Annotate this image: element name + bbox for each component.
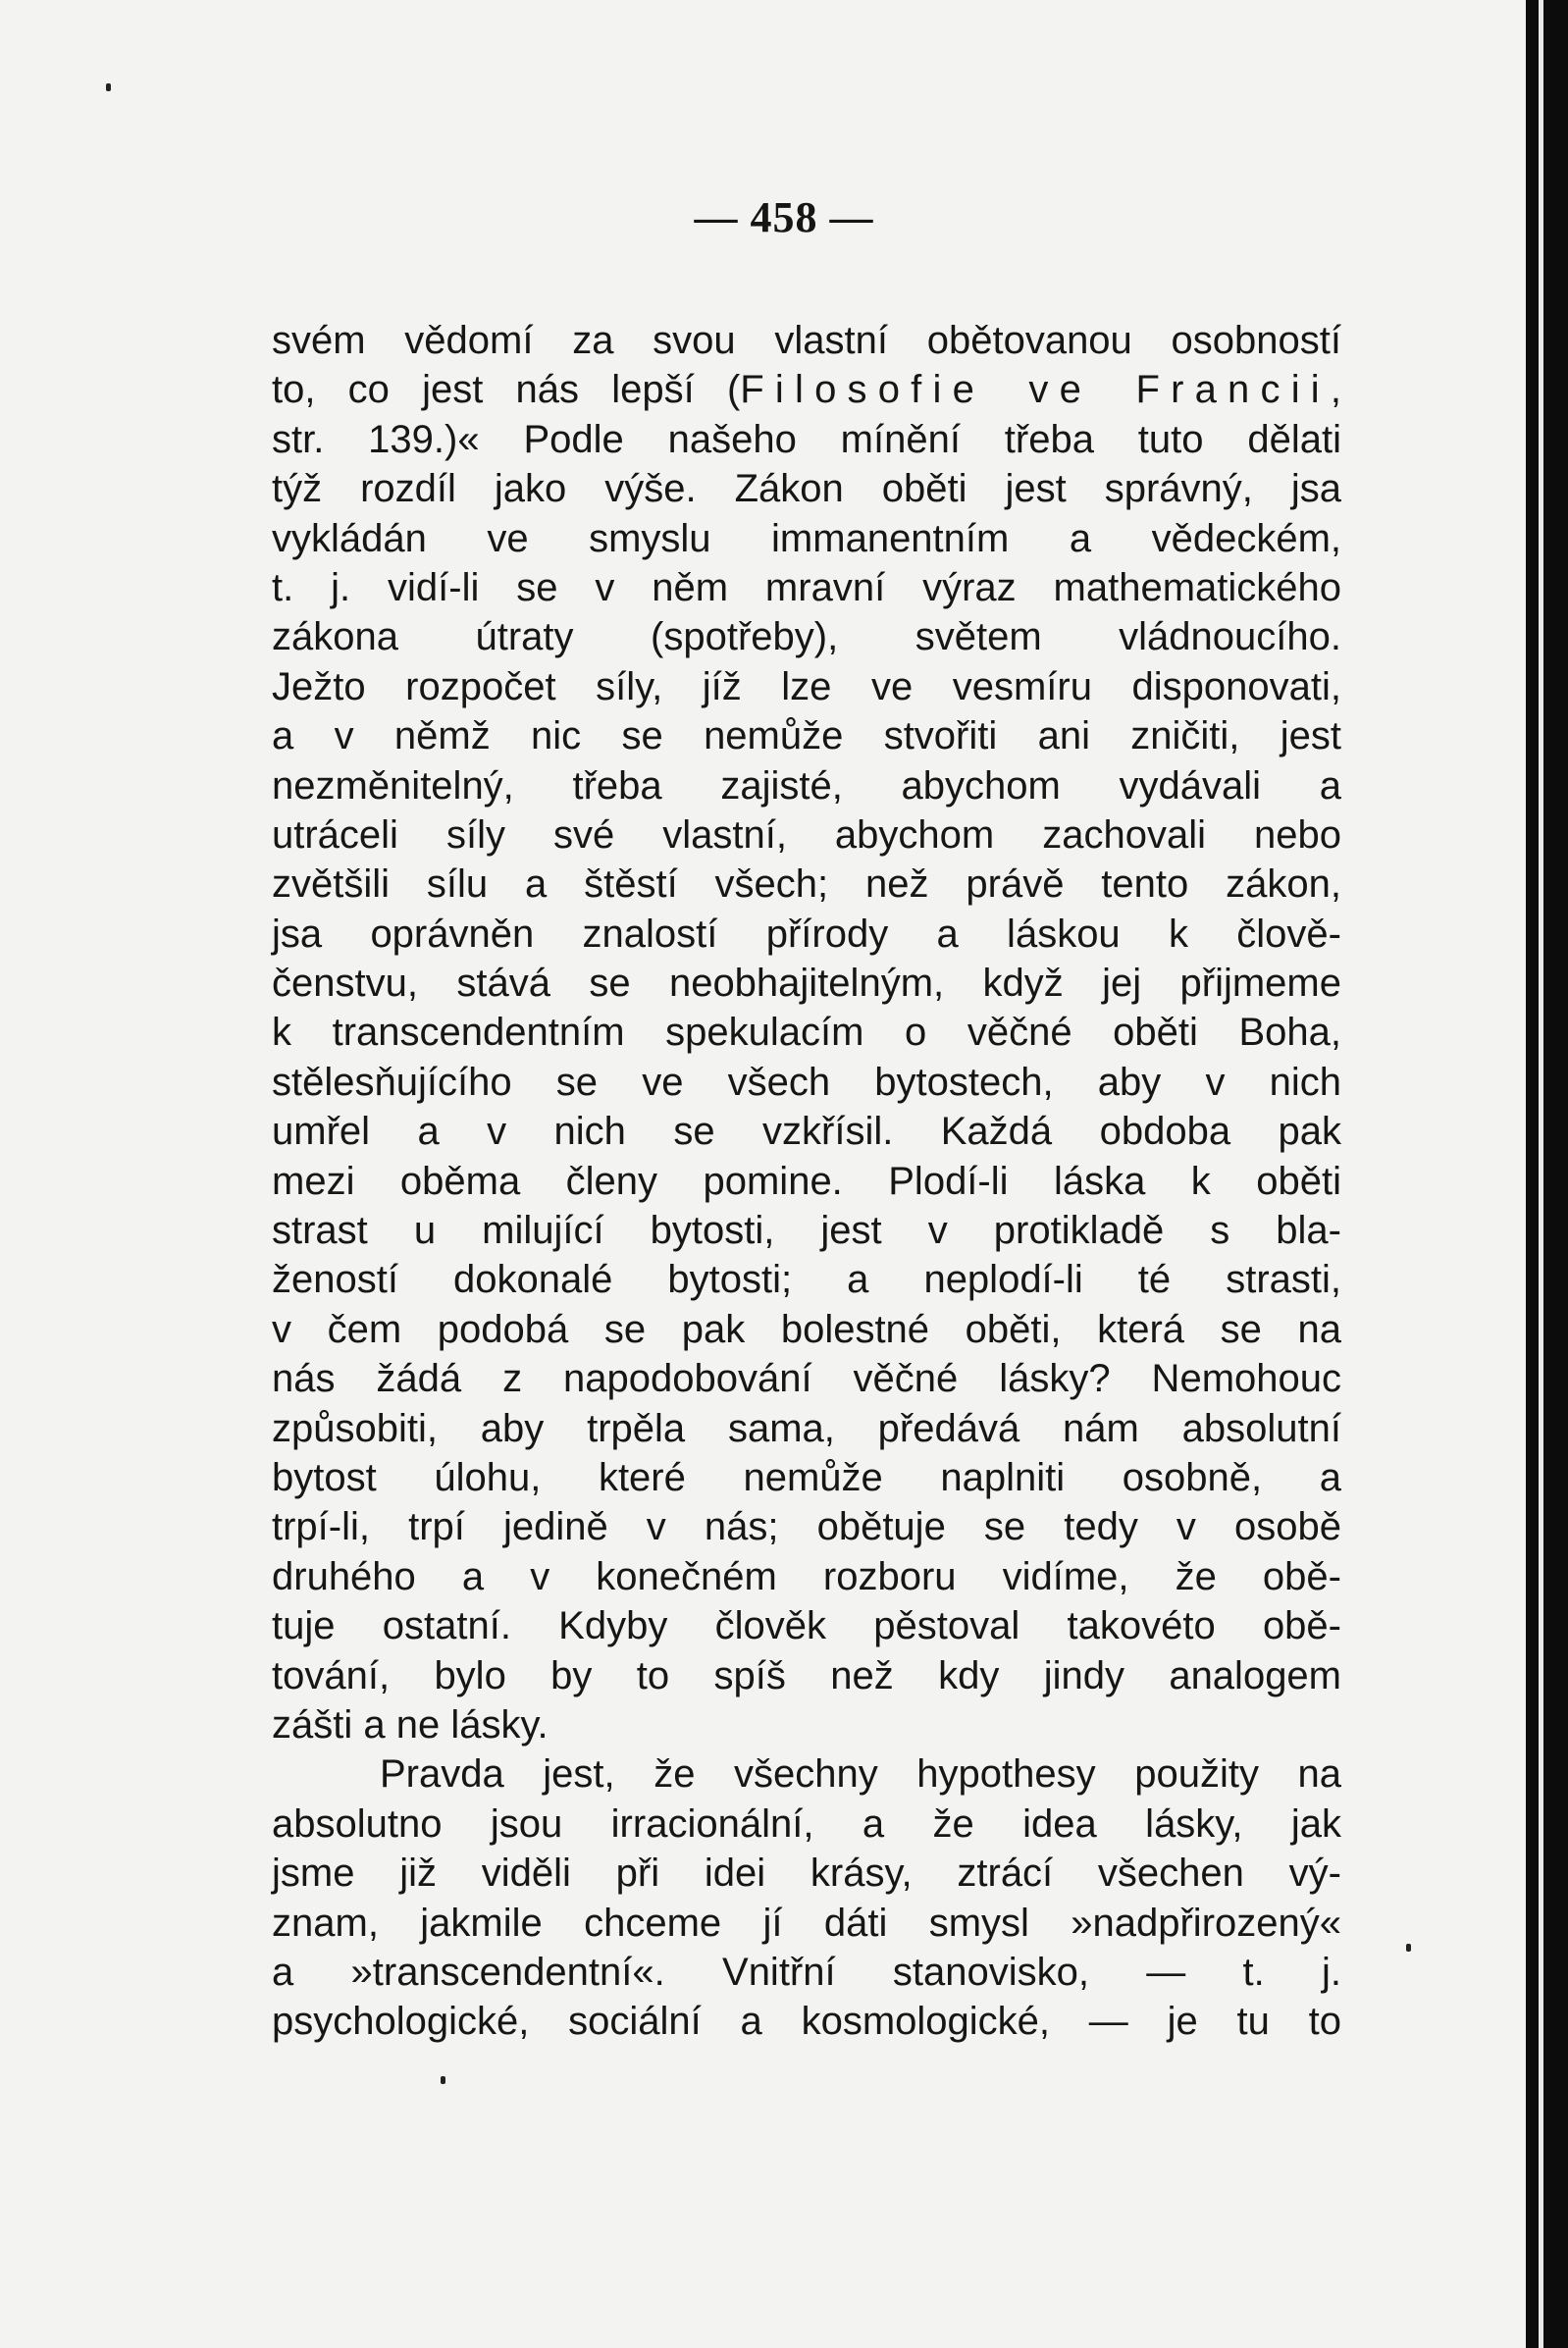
text-line: jsa oprávněn znalostí přírody a láskou k člově-	[272, 912, 1341, 956]
text-line: zákona útraty (spotřeby), světem vládnoucího.	[272, 615, 1341, 659]
text-line: bytost úlohu, které nemůže naplniti osobně, a	[272, 1455, 1341, 1499]
text-line: Ježto rozpočet síly, jíž lze ve vesmíru disponovati,	[272, 664, 1341, 708]
scan-edge	[1526, 0, 1568, 2348]
text-line: mezi oběma členy pomine. Plodí-li láska k oběti	[272, 1159, 1341, 1203]
text-line: psychologické, sociální a kosmologické, — je tu to	[272, 2000, 1341, 2044]
text-line: utráceli síly své vlastní, abychom zachovali nebo	[272, 812, 1341, 857]
text-line: vykládán ve smyslu immanentním a vědeckém,	[272, 516, 1341, 560]
page-number: — 458 —	[694, 193, 874, 241]
text-line: svém vědomí za svou vlastní obětovanou osobností	[272, 319, 1341, 362]
book-title: Filosofie ve Francii	[740, 368, 1331, 412]
text-segment: to, co jest nás lepší (	[272, 368, 741, 412]
text-line	[272, 365, 1341, 414]
ink-speck	[441, 2076, 445, 2084]
text-line: nás žádá z napodobování věčné lásky? Nemohouc	[272, 1357, 1341, 1401]
text-line: v čem podobá se pak bolestné oběti, která se na	[272, 1307, 1341, 1351]
text-line: str. 139.)« Podle našeho mínění třeba tuto dělati	[272, 417, 1341, 461]
text-line: nezměnitelný, třeba zajisté, abychom vydávali a	[272, 763, 1341, 808]
text-line: týž rozdíl jako výše. Zákon oběti jest správný, jsa	[272, 467, 1341, 511]
text-line: k transcendentním spekulacím o věčné oběti Boha,	[272, 1011, 1341, 1055]
text-line: znam, jakmile chceme jí dáti smysl »nadpřirozený«	[272, 1901, 1341, 1945]
text-line: způsobiti, aby trpěla sama, předává nám absolutní	[272, 1406, 1341, 1450]
text-line: strast u milující bytosti, jest v protikladě s bla-	[272, 1209, 1341, 1253]
text-line: a v němž nic se nemůže stvořiti ani zničiti, jest	[272, 714, 1341, 758]
text-line: žeností dokonalé bytosti; a neplodí-li té strasti,	[272, 1258, 1341, 1302]
text-line: jsme již viděli při idei krásy, ztrácí všechen vý-	[272, 1852, 1341, 1896]
text-line: druhého a v konečném rozboru vidíme, že obě-	[272, 1554, 1341, 1598]
text-segment: ,	[1330, 368, 1341, 412]
text-line: absolutno jsou irracionální, a že idea lásky, jak	[272, 1801, 1341, 1846]
text-line: stělesňujícího se ve všech bytostech, aby v nich	[272, 1060, 1341, 1104]
text-line: trpí-li, trpí jedině v nás; obětuje se tedy v osobě	[272, 1505, 1341, 1549]
ink-speck	[106, 83, 111, 91]
ink-speck	[1406, 1944, 1411, 1952]
text-line: a »transcendentní«. Vnitřní stanovisko, — t. j.	[272, 1950, 1341, 1994]
text-line: zvětšili sílu a štěstí všech; než právě tento zákon,	[272, 862, 1341, 907]
text-line: t. j. vidí-li se v něm mravní výraz mathematického	[272, 565, 1341, 609]
body-text	[272, 316, 1341, 2047]
text-line: zášti a ne lásky.	[272, 1702, 549, 1747]
text-line: čenstvu, stává se neobhajitelným, když jej přijmeme	[272, 962, 1341, 1006]
text-line: umřel a v nich se vzkřísil. Každá obdoba pak	[272, 1110, 1341, 1154]
text-line: Pravda jest, že všechny hypothesy použity na	[380, 1752, 1341, 1797]
text-line: tuje ostatní. Kdyby člověk pěstoval takovéto obě-	[272, 1604, 1341, 1648]
page-edge-line	[1539, 0, 1543, 2348]
text-line: tování, bylo by to spíš než kdy jindy analogem	[272, 1653, 1341, 1697]
